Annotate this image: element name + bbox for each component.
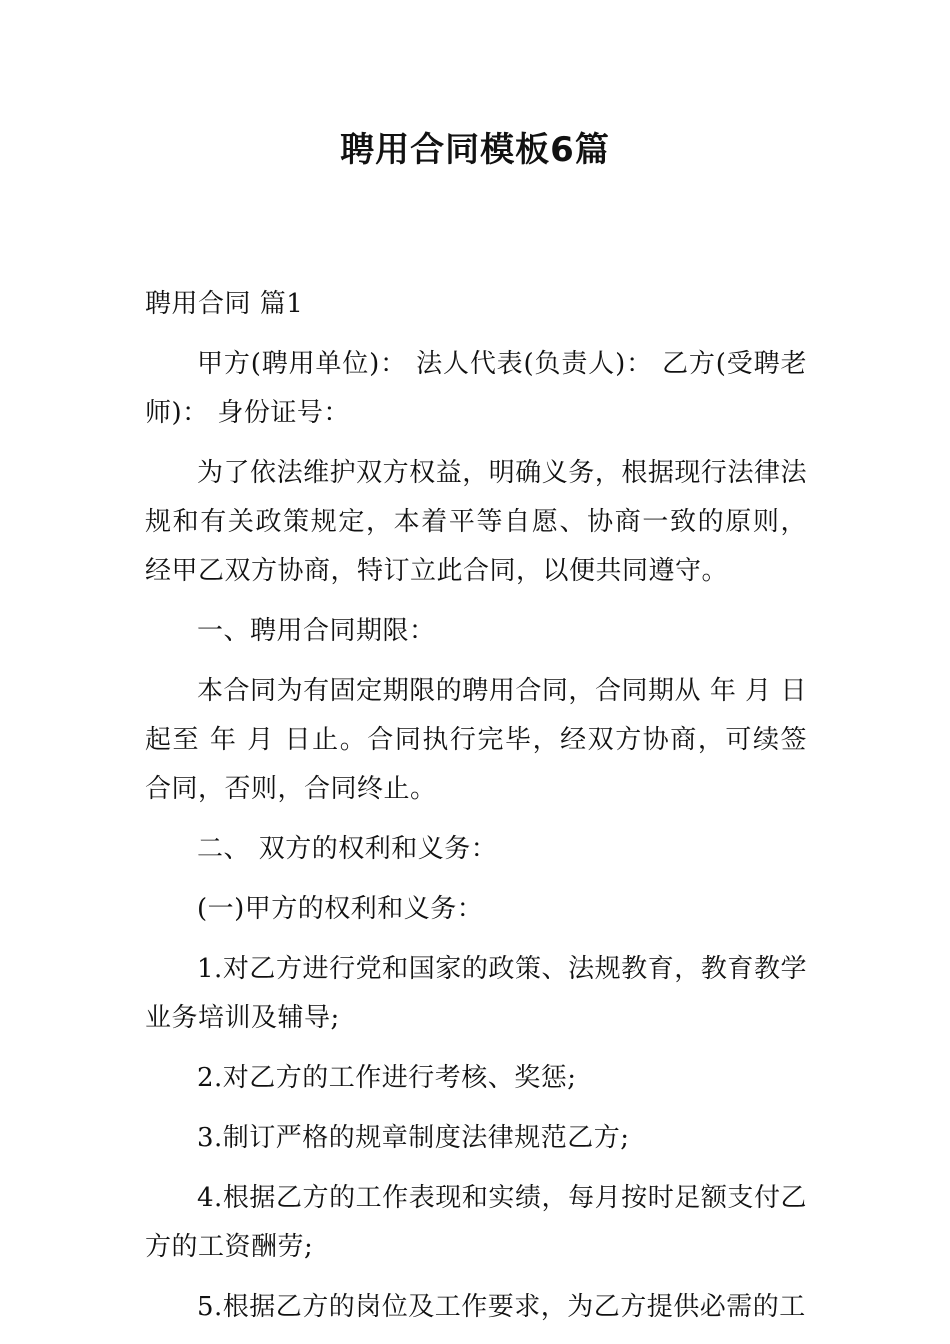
document-title: 聘用合同模板6篇 [340,130,610,170]
document-body [145,280,807,1343]
list-item: 3.制订严格的规章制度法律规范乙方; [197,1123,630,1153]
list-item: 4.根据乙方的工作表现和实绩，每月按时足额支付乙方的工资酬劳; [145,1183,807,1262]
parties-paragraph: 甲方(聘用单位)： 法人代表(负责人)： 乙方(受聘老师)： 身份证号： [145,349,807,428]
term-paragraph: 本合同为有固定期限的聘用合同，合同期从 年 月 日起至 年 月 日止。合同执行完毕，经双方协商，可续签合同，否则，合同终止。 [145,676,807,804]
list-item: 1.对乙方进行党和国家的政策、法规教育，教育教学业务培训及辅导; [145,954,807,1033]
list-item: 5.根据乙方的岗位及工作要求，为乙方提供必需的工 [197,1292,806,1322]
preamble-paragraph: 为了依法维护双方权益，明确义务，根据现行法律法规和有关政策规定，本着平等自愿、协商一致的原则，经甲乙双方协商，特订立此合同，以便共同遵守。 [145,458,807,586]
list-item: 2.对乙方的工作进行考核、奖惩; [197,1063,577,1093]
subclause-heading-party-a: (一)甲方的权利和义务： [197,894,484,924]
section-heading: 聘用合同 篇1 [145,289,304,319]
clause-heading-rights: 二、 双方的权利和义务： [197,834,498,864]
clause-heading-term: 一、聘用合同期限： [197,616,436,646]
